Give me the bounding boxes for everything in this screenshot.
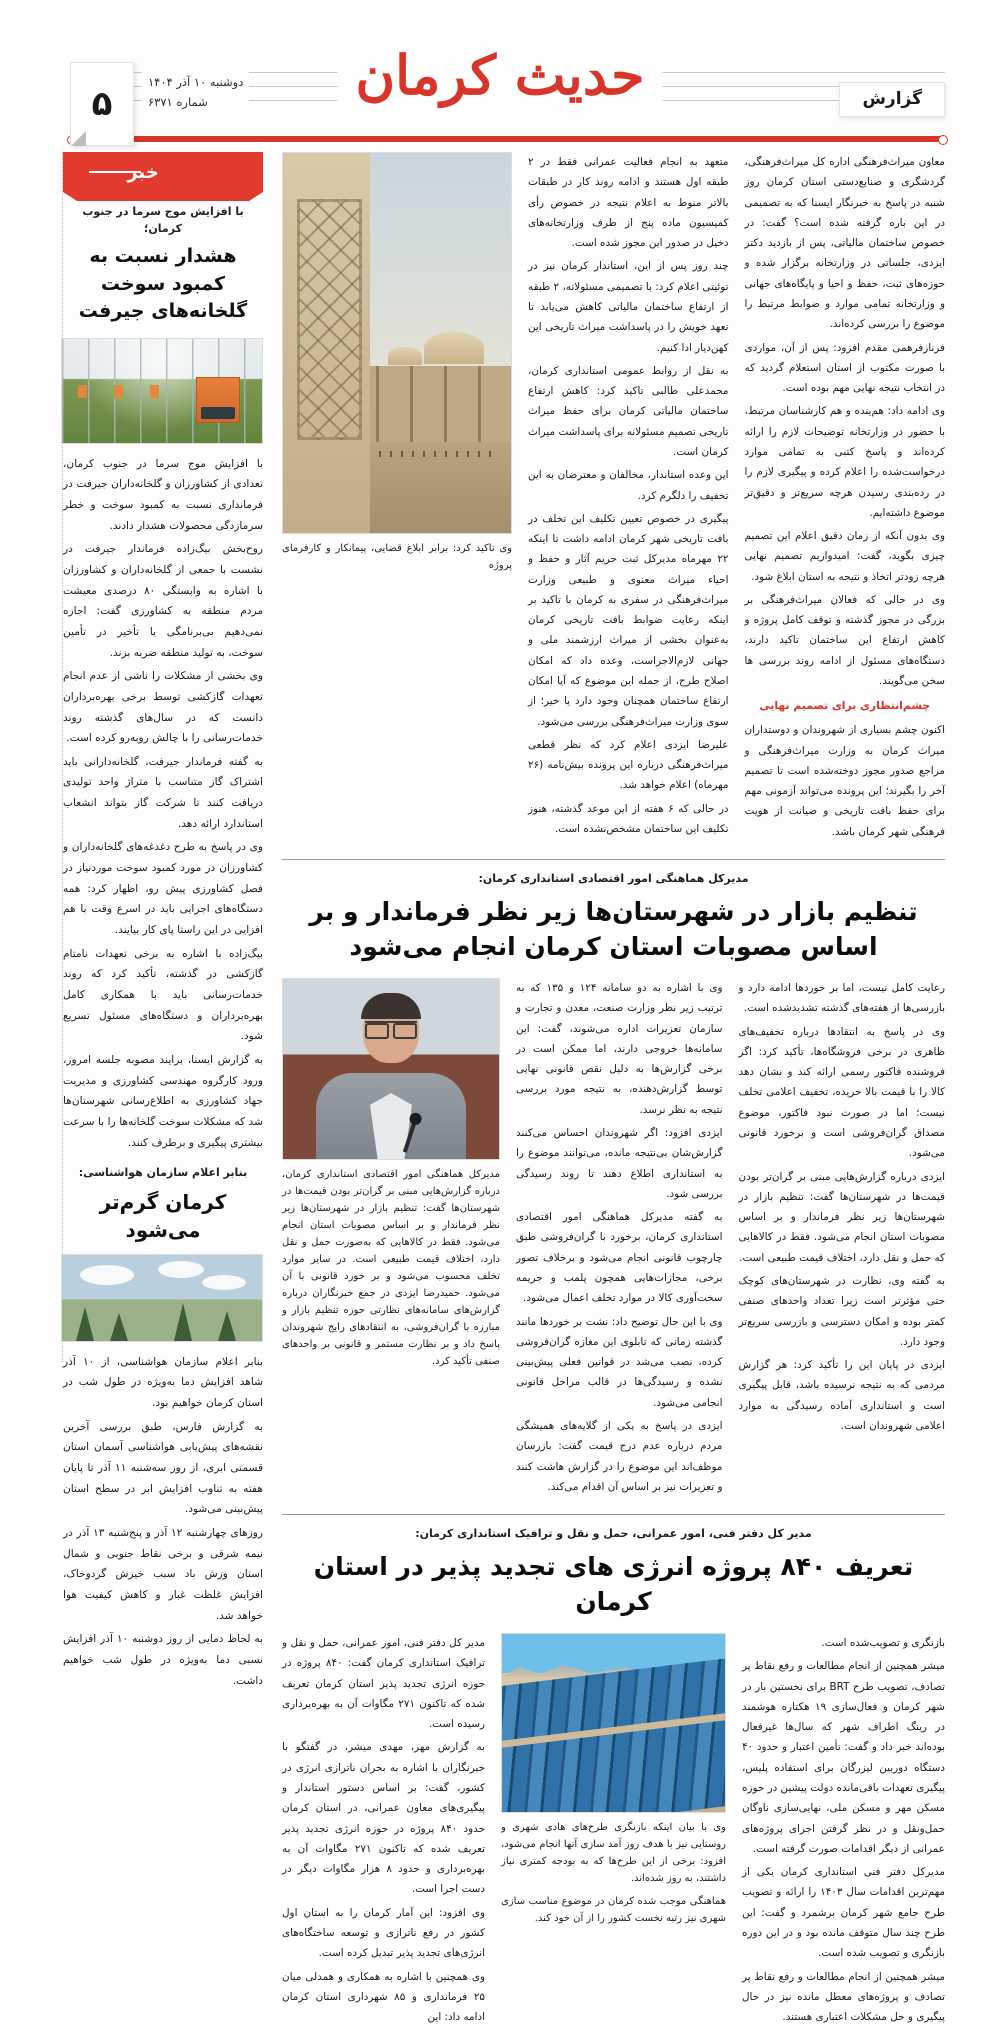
paragraph: ایزدی درباره گزارش‌هایی مبنی بر گران‌تر بودن قیمت‌ها در شهرستان‌ها گفت: تنظیم بازار در شهرستان‌ها زیر نظر فرماندار و بر اساس مصوبات استان انجام می‌شود. فقط در کالاهایی که حمل و نقل دارد، اختلاف قیمت طبیعی است. [738, 1170, 945, 1264]
sidebar-article2-kicker: بنابر اعلام سازمان هواشناسی: [78, 1166, 248, 1180]
page-number: ۵ [91, 84, 113, 124]
paragraph: وی در پاسخ به طرح دغدغه‌های گلخانه‌داران و کشاورزان در مورد کمبود سوخت موردنیاز در فصل کشاورزی پیش رو، اظهار کرد: همه دستگاه‌های اجرایی باید در اسرع وقت با هم افزایی در این راستا پای کار بیایند. [63, 841, 263, 937]
article-mid-column-right [516, 978, 723, 1500]
paragraph: معاون میراث‌فرهنگی اداره کل میراث‌فرهنگی، گردشگری و صنایع‌دستی استان کرمان روز شنبه در پاسخ به خبرنگار ایسنا که به تصمیمی در این باره گرفته شده است؟ گفت: در خصوص ساختمان مالیاتی، پس از بازدید دکتر ایزدی، جلساتی در وزارتخانه برگزار شده و حوزه‌های ثبت، حفظ و احیا و پایگاه‌های جهانی و وزارتخانه تمامی موارد و ضوابط مرتبط را موضوع را بررسی کرده‌اند. [744, 156, 945, 331]
issue-number: شماره ۶۳۷۱ [148, 95, 208, 109]
article-mid-headline: تنظیم بازار در شهرستان‌ها زیر نظر فرماندار و بر اساس مصوبات استان کرمان انجام می‌شود [309, 897, 918, 962]
publication-date: دوشنبه ۱۰ آذر ۱۴۰۴ [148, 75, 244, 89]
official-portrait-photo [282, 978, 500, 1160]
paragraph: چند روز پس از این، استاندار کرمان نیز در توئیتی اعلام کرد: با تصمیمی مسئولانه، ۲ طبقه از ارتفاع ساختمان مالیاتی کاهش می‌یابد تا تعهد خویش را در پاسداشت میراث تاریخی این کهن‌دیار ادا کنیم. [528, 260, 729, 354]
article-mid-caption: مدیرکل هماهنگی امور اقتصادی استانداری کرمان، درباره گزارش‌هایی مبنی بر گران‌تر بودن قیمت‌ها در شهرستان‌ها گفت: تنظیم بازار در شهرستان‌ها زیر نظر فرماندار و بر اساس مصوبات استان انجام می‌شود. فقط در کالاهایی که به‌صورت حمل و نقل دارد، اختلاف قیمت طبیعی است. در سایر موارد تخلف محسوب می‌شود و بر خورد قانونی با آن می‌شود. حمیدرضا ایزدی در جمع خبرنگاران درباره گزارش‌های سامانه‌های نظارتی حوزه تنظیم بازار و مبارزه با گران‌فروشی، به انتقادهای رایج شهروندان پاسخ داد و بر نظارت مستمر و قانونی بر واحدهای صنفی تأکید کرد. [282, 1169, 500, 1368]
paragraph: به گفته مدیرکل هماهنگی امور اقتصادی استانداری کرمان، برخورد با گران‌فروشی طبق چارچوب قانونی انجام می‌شود و برخلاف تصور برخی، مجازات‌هایی همچون پلمب و جریمه سخت‌آوری کالا در موارد تخلف اعمال می‌شود. [516, 1211, 723, 1305]
sidebar-article1-headline: هشدار نسبت به کمبود سوخت گلخانه‌های جیرفت [78, 245, 248, 323]
article-divider [282, 859, 945, 860]
article-bottom-kicker: مدیر کل دفتر فنی، امور عمرانی، حمل و نقل و ترافیک استانداری کرمان: [415, 1527, 812, 1541]
page-number-box [70, 62, 134, 146]
paragraph: اکنون چشم بسیاری از شهروندان و دوستداران میراث کرمان به وزارت میراث‌فرهنگی و مراجع صدور مجوز دوخته‌شده است تا تصمیم آخر را بگیرند؛ این پرونده می‌تواند آزمونی مهم برای حفظ بافت تاریخی و صیانت از هویت فرهنگی شهر کرمان باشد. [744, 724, 945, 838]
article-divider [282, 1514, 945, 1515]
paragraph: مدیر کل دفتر فنی، امور عمرانی، حمل و نقل و ترافیک استانداری کرمان گفت: ۸۴۰ پروژه در حوزه انرژی تجدید پذیر استان کرمان تعریف شده که تاکنون ۲۷۱ مگاوات آن به بهره‌برداری رسیده است. [282, 1637, 486, 1731]
paragraph: وی با اشاره به دو سامانه ۱۲۴ و ۱۳۵ که به ترتیب زیر نظر وزارت صنعت، معدن و تجارت و سازمان تعزیرات اداره می‌شوند، گفت: این سامانه‌ها خروجی دارند، اما ممکن است در برخی گزارش‌ها به دلیل نقص قانونی نهایی توسط گزارش‌دهنده، به نتیجه مورد بررسی نتیجه به نظر نرسد. [516, 982, 723, 1116]
paragraph: فرنازفرهمی مقدم افزود: پس از آن، مواردی با صورت مکتوب از استان استعلام گردید که در انتخاب نتیجه نهایی مهم بوده است. [744, 341, 945, 395]
article-bottom-photo-column [501, 1633, 726, 1927]
paragraph: به گفته وی، نظارت در شهرستان‌های کوچک حتی مؤثرتر است زیرا تعداد واحدهای صنفی کمتر بوده و امکان دسترسی و بازرسی سریع‌تر وجود دارد. [738, 1274, 945, 1348]
paragraph: علیرضا ایزدی اعلام کرد که نظر قطعی میراث‌فرهنگی درباره این پرونده بیش‌نامه (۲۶ مهرماه) اعلام خواهد شد. [528, 738, 729, 792]
paragraph: وی بخشی از مشکلات را ناشی از عدم انجام تعهدات گازکشی توسط برخی بهره‌برداران دانست که در سال‌های گذشته روند خدمات‌رسانی را با چالش روبه‌رو کرده است. [63, 670, 263, 745]
sky-weather-photo [61, 1254, 263, 1342]
paragraph: به گزارش ایسنا، برایند مصوبه جلسه امروز، ورود کارگروه مهندسی کشاورزی و مدیریت جهاد کشاورزی به اطلاع‌رسانی شهرستان‌ها شد که مشکلات سوخت گلخانه‌ها را با سرعت بیشتری پیگیری و برطرف کنند. [63, 1054, 263, 1149]
paragraph: به گفته فرماندار جیرفت، گلخانه‌دارانی باید اشتراک گاز متناسب با متراژ واحد تولیدی دریافت کنند تا شرکت گاز بتواند انشعاب استاندارد ارائه دهد. [63, 755, 263, 830]
paragraph: ایزدی در پایان این را تأکید کرد: هر گزارش مردمی که به نتیجه نرسیده باشد، قابل پیگیری است و استانداری آماده رسیدگی به موارد اعلامی شهروندان است. [738, 1359, 945, 1432]
article-market-regulation [282, 872, 945, 1515]
paragraph: وی در پاسخ به انتقادها درباره تخفیف‌های ظاهری در برخی فروشگاه‌ها، تأکید کرد: اگر فروشنده فاکتور رسمی ارائه کند و نشان دهد کالا را با قیمت بالا خریده، تخفیف اعلامی تخلف نیست؛ اما در صورت نبود فاکتور، موضوع مصداق گران‌فروشی است و برخورد قانونی می‌شود. [738, 1025, 945, 1160]
main-content [282, 152, 945, 2024]
article-mid-column-mid [739, 978, 946, 1439]
sidebar-article2-headline: کرمان گرم‌تر می‌شود [99, 1189, 227, 1242]
article-bottom-caption: وی با بیان اینکه بازنگری طرح‌های هادی شهری و روستایی نیز با هدف روز آمد سازی آنها انجام می‌شود، افزود: برخی از این طرح‌ها که به بودجه کمتری نیاز داشتند، به روز شده‌اند. [501, 1822, 726, 1885]
paragraph: روزهای چهارشنبه ۱۲ آذر و پنج‌شنبه ۱۳ آذر در نیمه شرقی و برخی نقاط جنوبی و شمال استان وزش باد سبب خیزش گردوخاک، افزایش غلظت غبار و کاهش کیفیت هوا خواهد شد. [63, 1527, 263, 1622]
khabar-banner [63, 152, 263, 192]
article-heritage-building [282, 152, 945, 860]
issue-info [142, 72, 249, 112]
paragraph: به گزارش مهر، مهدی میشر، در گفتگو با خبرنگاران با اشاره به بحران ناترازی انرژی در کشور، گفت: بر اساس دستور استاندار و پیگیری‌های معاون عمرانی، در استان کرمان حدود ۸۴۰ پروژه در حوزه انرژی تجدید پذیر تعریف شده که تاکنون ۲۷۱ مگاوات آن به بهره‌برداری و حدود ۸ هزار مگاوات دیگر در دست اجرا است. [282, 1741, 485, 1896]
article-top-column-mid [745, 152, 946, 845]
article-top-column-right [528, 152, 729, 842]
article-bottom-column-right [282, 1633, 485, 2030]
paragraph: پیگیری در خصوص تعیین تکلیف این تخلف در بافت تاریخی شهر کرمان ادامه داشت تا اینکه ۲۲ مهرماه مدیرکل ثبت حریم آثار و حفظ و احیاء میراث معنوی و طبیعی وزارت میراث‌فرهنگی در سفری به کرمان با تاکید بر اینکه رعایت ضوابط بافت تاریخی کرمان به‌عنوان بخشی از میراث ارزشمند ملی و جهانی لازم‌الاجراست، وعده داد که امکان اصلاح طرح، از جمله این موضوع که آیا امکان ارتفاع ساختمان همچنان وجود دارد یا خیر؛ از سوی وزارت میراث‌فرهنگی بررسی می‌شود. [528, 512, 729, 728]
article-renewable-energy [282, 1527, 945, 2030]
sidebar-article-weather [63, 1165, 263, 1691]
paragraph: وی در حالی که فعالان میراث‌فرهنگی بر بزرگی در مجوز گذشته و توقف کامل پروژه و کاهش ارتفاع این ساختمان تاکید دارند، دستگاه‌های مسئول از ادامه روند بررسی ها سخن می‌گویند. [744, 593, 945, 688]
section-tag: گزارش [839, 82, 945, 117]
solar-farm-photo [501, 1633, 726, 1813]
paragraph: وی بدون آنکه از زمان دقیق اعلام این تصمیم چیزی بگوید، گفت: امیدواریم تصمیم نهایی هرچه زودتر اتخاذ و نتیجه به استان ابلاغ شود. [744, 530, 945, 583]
paragraph: روح‌بخش بیگ‌زاده فرماندار جیرفت در نشست با جمعی از گلخانه‌داران و کشاورزان با اشاره به وابستگی ۸۰ درصدی معیشت مردم منطقه به کشاورزی گفت: اجازه نمی‌دهیم بی‌برنامگی یا تأخیر در تأمین سوخت، به تولید منطقه ضربه بزند. [63, 543, 263, 659]
article-top-caption: وی تاکید کرد: برابر ابلاغ قضایی، پیمانکار و کارفرمای پروژه [282, 543, 512, 571]
khabar-banner-label: خبر [127, 161, 159, 183]
paragraph: رعایت کامل نیست، اما بر خوردها ادامه دارد و بازرسی‌ها از هفته‌های گذشته تشدیدشده است. [738, 982, 945, 1015]
article-bottom-caption-extra: هماهنگی موجب شده کرمان در موضوع مناسب سازی شهری نیز رتبه نخست کشور را از آن خود کند. [501, 1896, 726, 1925]
paragraph: بیگ‌زاده با اشاره به برخی تعهدات نامتام گازکشی در گذشته، تأکید کرد که روند خدمات‌رسانی باید با همکاری کامل بهره‌برداران و دستگاه‌های مسئول تسریع شود. [63, 947, 263, 1043]
paragraph: مدیرکل دفتر فنی استانداری کرمان یکی از مهم‌ترین اقدامات سال ۱۴۰۳ را ارائه و تصویب طرح جامع شهر کرمان برشمرد و گفت: این طرح چند سال متوقف مانده بود و در این دوره بازنگری و تصویب شده است. [742, 1866, 945, 1960]
paragraph: میشر همچنین از انجام مطالعات و رفع نقاط پر تصادف و پروژه‌های معطل مانده نیز در حال پیگیری و حل مشکلات اعتباری هستند. [742, 1970, 945, 2024]
paragraph: این وعده استاندار، مخالفان و معترضان به این تخفیف را دلگرم کرد. [528, 469, 729, 502]
paragraph: ایزدی افزود: اگر شهروندان احساس می‌کنند گزارش‌شان بی‌نتیجه مانده، می‌توانند موضوع را به استانداری اطلاع دهند تا روند رسیدگی بررسی شود. [516, 1127, 723, 1200]
sidebar-article1-kicker: با افزایش موج سرما در جنوب کرمان؛ [82, 205, 244, 235]
mosque-courtyard-photo [282, 152, 512, 534]
paragraph: به گزارش فارس، طبق بررسی آخرین نقشه‌های پیش‌یابی هواشناسی آسمان استان قسمتی ابری، از روز سه‌شنبه ۱۱ آذر تا پایان هفته به تناوب افزایش ابر در سطح استان پیش‌بینی می‌شود. [63, 1420, 264, 1516]
sidebar [62, 152, 264, 1687]
paragraph: با افزایش موج سرما در جنوب کرمان، تعدادی از کشاورزان و گلخانه‌داران جیرفت در فرمانداری نسبت به کمبود سوخت و خطر سرمازدگی محصولات هشدار دادند. [63, 457, 263, 532]
paragraph: میشر همچنین از انجام مطالعات و رفع نقاط پر تصادف، تصویب طرح BRT برای نخستین بار در شهر کرمان و فعال‌سازی ۱۹ هکتاره هوشمند در رینگ اطراف شهر که سال‌ها غیرفعال بوده‌اند خبر داد و گفت: تأمین اعتبار و حدود ۴۰ دستگاه دوربین لیزرگان برای استفاده پلیس، پیگیری تعهدات باقی‌مانده دولت پیشین در حوزه مسکن مهر و مسکن ملی، نهایی‌سازی ناوگان حمل‌ونقل و در نظر گرفتن اجرای پروژه‌های عمرانی از دیگر اقدامات صورت گرفته است. [742, 1660, 945, 1855]
paragraph: وی همچنین با اشاره به همکاری و همدلی میان ۲۵ فرمانداری و ۸۵ شهرداری استان کرمان ادامه داد: این [282, 1970, 485, 2024]
sidebar-article1-body [63, 454, 263, 1154]
article-top-photo-column [282, 152, 512, 574]
paragraph: وی افزود: این آمار کرمان را به استان اول کشور در رفع ناترازی و توسعه ساختگاه‌های انرژی‌های تجدید پذیر تبدیل کرده است. [282, 1906, 485, 1960]
newspaper-logo: حدیث کرمان [337, 48, 662, 102]
sidebar-article-fuel-shortage [63, 204, 263, 1153]
sidebar-article2-body [63, 1352, 263, 1692]
article-mid-photo-column [282, 978, 500, 1370]
masthead [0, 0, 1000, 140]
greenhouse-photo [61, 338, 263, 444]
masthead-red-bar [70, 136, 945, 142]
article-bottom-headline: تعریف ۸۴۰ پروژه انرژی های تجدید پذیر در استان کرمان [313, 1552, 914, 1617]
article-bottom-column-mid [742, 1633, 945, 2030]
paragraph: متعهد به انجام فعالیت عمرانی فقط در ۲ طبقه اول هستند و ادامه روند کار در طبقات بالاتر منوط به اعلام نتیجه در خصوص رأی کمیسیون ماده پنج از طرف وزارتخانه‌های دخیل در صدور این مجوز شده است. [528, 156, 729, 250]
paragraph: وی با این حال توضیح داد: نشت بر خوردها مانند گذشته زمانی که تابلوی این مغازه گران‌فروشی کرده، نصب می‌شد در قوانین فعلی پیش‌بینی نشده و رسیدگی‌ها در قالب مراحل قانونی انجامی می‌شود. [516, 1315, 723, 1409]
paragraph: وی ادامه داد: هم‌ینده و هم کارشناسان مرتبط، با حضور در وزارتخانه توضیحات لازم را ارائه کرده‌اند و پاسخ کتبی به تمامی موارد درخواست‌شده را اعلام کرده و پیگیری لازم را در رده‌بندی رسیدن هرچه سریع‌تر و دقیق‌تر موضوع داشته‌ایم. [744, 405, 945, 519]
paragraph: در حالی که ۶ هفته از این موعد گذشته، هنوز تکلیف این ساختمان مشخص‌نشده است. [528, 802, 729, 835]
paragraph: ایزدی در پاسخ به یکی از گلایه‌های همیشگی مردم درباره عدم درج قیمت گفت: بازرسان موظف‌اند این موضوع را در گزارش هاشت کنند و تعزیرات نیز بر اساس آن اقدام می‌کند. [516, 1419, 723, 1493]
paragraph: به نقل از روابط عمومی استانداری کرمان، محمدعلی طالبی تاکید کرد: کاهش ارتفاع ساختمان مالیاتی کرمان برای حفظ میراث تاریخی تصمیم مسئولانه برای پاسداشت میراث کرمان است. [528, 364, 729, 458]
paragraph: بازنگری و تصویب‌شده است. [821, 1637, 945, 1650]
paragraph: به لحاظ دمایی از روز دوشنبه ۱۰ آذر افزایش نسبی دما به‌ویژه در طول شب خواهیم داشت. [63, 1633, 264, 1687]
paragraph: بنابر اعلام سازمان هواشناسی، از ۱۰ آذر شاهد افزایش دما به‌ویژه در طول شب در استان کرمان خواهیم بود. [63, 1355, 263, 1410]
article-mid-kicker: مدیرکل هماهنگی امور اقتصادی استانداری کرمان: [478, 872, 749, 886]
article-top-subheading: چشم‌انتظاری برای تصمیم نهایی [759, 699, 931, 713]
